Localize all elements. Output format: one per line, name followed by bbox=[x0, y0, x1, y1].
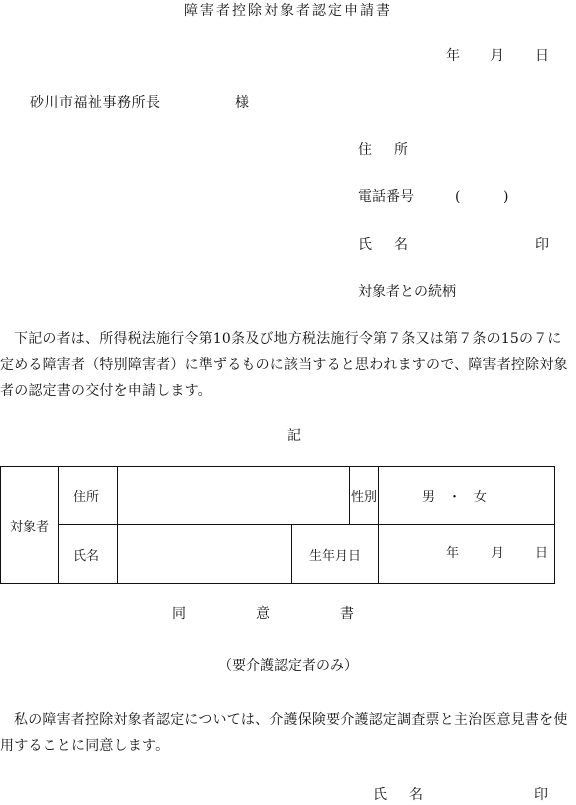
address-label-cell bbox=[59, 467, 118, 525]
table-row bbox=[1, 525, 555, 584]
birthdate-field[interactable] bbox=[379, 525, 555, 584]
date-day: 日 bbox=[535, 48, 549, 64]
gender-label: 性別 bbox=[350, 490, 377, 505]
addressee-honorific: 様 bbox=[235, 95, 249, 111]
name-label: 氏名 bbox=[73, 548, 100, 564]
consent-name-label: 氏 名 bbox=[373, 787, 427, 803]
birthdate-label: 生年月日 bbox=[308, 548, 361, 564]
applicant-phone-label: 電話番号 bbox=[358, 189, 414, 205]
date-month: 月 bbox=[490, 48, 504, 64]
birth-month: 月 bbox=[491, 546, 505, 561]
consent-title: 同 意 書 bbox=[172, 606, 354, 622]
consent-seal-mark: 印 bbox=[534, 787, 548, 803]
gender-field[interactable] bbox=[379, 467, 555, 525]
application-text bbox=[0, 326, 570, 404]
birthdate-label-cell bbox=[292, 525, 379, 584]
addressee-name: 砂川市福祉事務所長 bbox=[30, 95, 161, 111]
applicant-address-label: 住 所 bbox=[358, 142, 412, 158]
date-year: 年 bbox=[446, 48, 460, 64]
document-title: 障害者控除対象者認定申請書 bbox=[184, 3, 392, 19]
birth-day: 日 bbox=[535, 546, 549, 561]
subject-table bbox=[0, 466, 555, 584]
phone-paren-close: ) bbox=[503, 189, 509, 205]
subject-label-cell bbox=[1, 467, 59, 584]
name-label-cell bbox=[59, 525, 118, 584]
ki-heading: 記 bbox=[287, 428, 301, 444]
application-text-content: 下記の者は、所得税法施行令第10条及び地方税法施行令第７条又は第７条の15の７に定める障害者（特別障害者）に準ずるものに該当すると思われますので、障害者控除対象者の認定書の交付を申請します。 bbox=[0, 331, 568, 399]
table-row bbox=[1, 467, 555, 525]
consent-subtitle: （要介護認定者のみ） bbox=[218, 658, 358, 674]
consent-text bbox=[0, 707, 570, 759]
applicant-name-label: 氏 名 bbox=[358, 237, 412, 253]
gender-label-cell bbox=[350, 467, 379, 525]
phone-paren-open: ( bbox=[455, 189, 461, 205]
consent-text-content: 私の障害者控除対象者認定については、介護保険要介護認定調査票と主治医意見書を使用することに同意します。 bbox=[0, 712, 568, 754]
subject-label: 対象者 bbox=[9, 519, 49, 535]
gender-options: 男 ・ 女 bbox=[421, 490, 487, 505]
seal-mark: 印 bbox=[535, 237, 549, 253]
address-label: 住所 bbox=[73, 490, 100, 505]
birth-year: 年 bbox=[446, 546, 460, 561]
name-field[interactable] bbox=[118, 525, 292, 584]
address-field[interactable] bbox=[118, 467, 350, 525]
relation-label: 対象者との続柄 bbox=[358, 284, 456, 300]
